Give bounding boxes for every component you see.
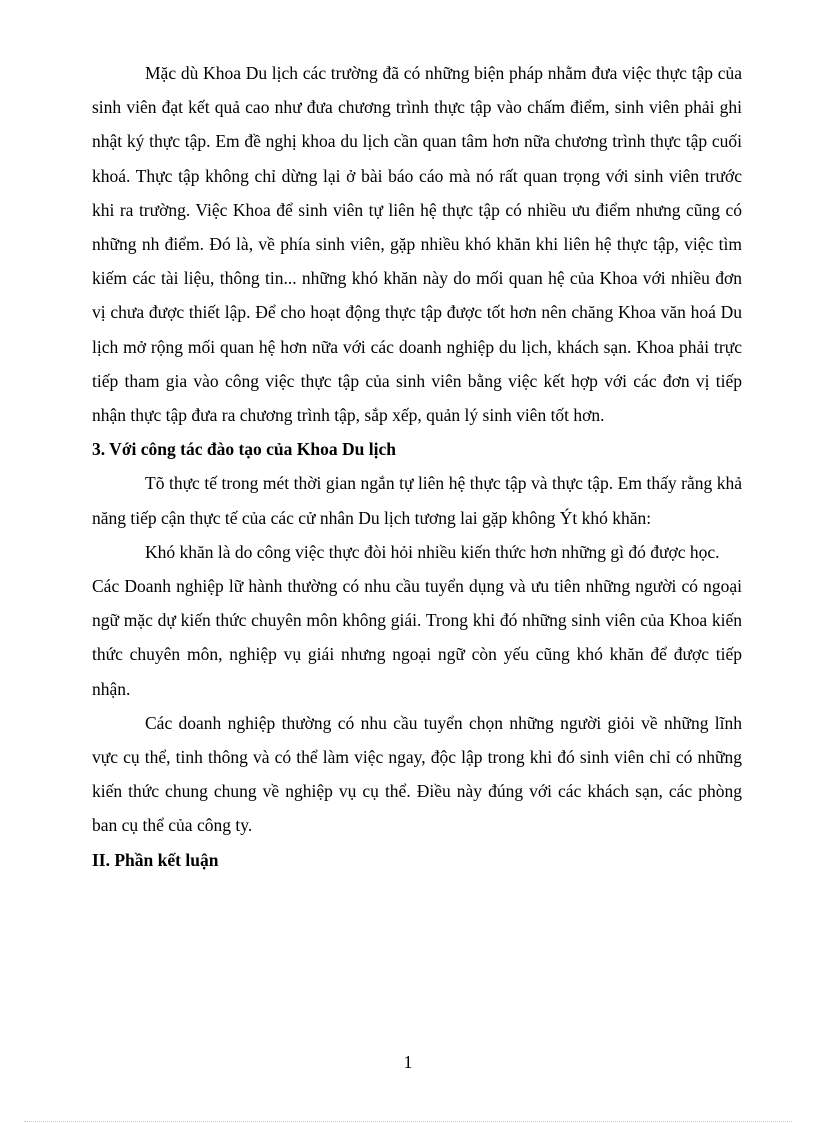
paragraph-difficulty: Khó khăn là do công việc thực đòi hỏi nhiều kiến thức hơn những gì đó được học. <box>145 541 720 562</box>
section-heading-training: 3. Với công tác đào tạo của Khoa Du lịch <box>92 439 396 460</box>
paragraph-business-requirements: Các Doanh nghiệp lữ hành thường có nhu cầu tuyển dụng và ưu tiên những người có ngoại ngữ mặc dự kiến thức chuyên môn không giái. Trong khi đó những sinh viên của Khoa kiến thức chuyên môn, nghiệp vụ giái nhưng ngoại ngữ còn yếu cũng khó khăn để được tiếp nhận. <box>92 576 742 699</box>
paragraph-internship-recommendations: Mặc dù Khoa Du lịch các trường đã có những biện pháp nhằm đưa việc thực tập của sinh viên đạt kết quả cao như đưa chương trình thực tập vào chấm điểm, sinh viên phải ghi nhật ký thực tập. Em đề nghị khoa du lịch cần quan tâm hơn nữa chương trình thực tập cuối khoá. Thực tập không chỉ dừng lại ở bài báo cáo mà nó rất quan trọng với sinh viên trước khi ra trường. Việc Khoa để sinh viên tự liên hệ thực tập có nhiều ưu điểm nhưng cũng có những nh điểm. Đó là, về phía sinh viên, gặp nhiều khó khăn khi liên hệ thực tập, việc tìm kiếm các tài liệu, thông tin... những khó khăn này do mối quan hệ của Khoa với nhiều đơn vị chưa được thiết lập. Để cho hoạt động thực tập được tốt hơn nên chăng Khoa văn hoá Du lịch mở rộng mối quan hệ hơn nữa với các doanh nghiệp du lịch, khách sạn. Khoa phải trực tiếp tham gia vào công việc thực tập của sinh viên bằng việc kết hợp với các đơn vị tiếp nhận thực tập đưa ra chương trình tập, sắp xếp, quản lý sinh viên tốt hơn. <box>92 63 742 426</box>
page-bottom-divider <box>24 1121 792 1122</box>
section-heading-conclusion: II. Phần kết luận <box>92 849 219 870</box>
paragraph-practical-experience: Tõ thực tế trong mét thời gian ngắn tự liên hệ thực tập và thực tập. Em thấy rằng khả năng tiếp cận thực tế của các cử nhân Du lịch tương lai gặp không Ýt khó khăn: <box>92 473 742 528</box>
paragraph-specific-skills: Các doanh nghiệp thường có nhu cầu tuyển chọn những người giỏi về những lĩnh vực cụ thể, tinh thông và có thể làm việc ngay, độc lập trong khi đó sinh viên chỉ có những kiến thức chung chung về nghiệp vụ cụ thể. Điều này đúng với các khách sạn, các phòng ban cụ thể của công ty. <box>92 712 742 836</box>
page-number: 1 <box>403 1052 413 1072</box>
page-content <box>92 56 742 877</box>
